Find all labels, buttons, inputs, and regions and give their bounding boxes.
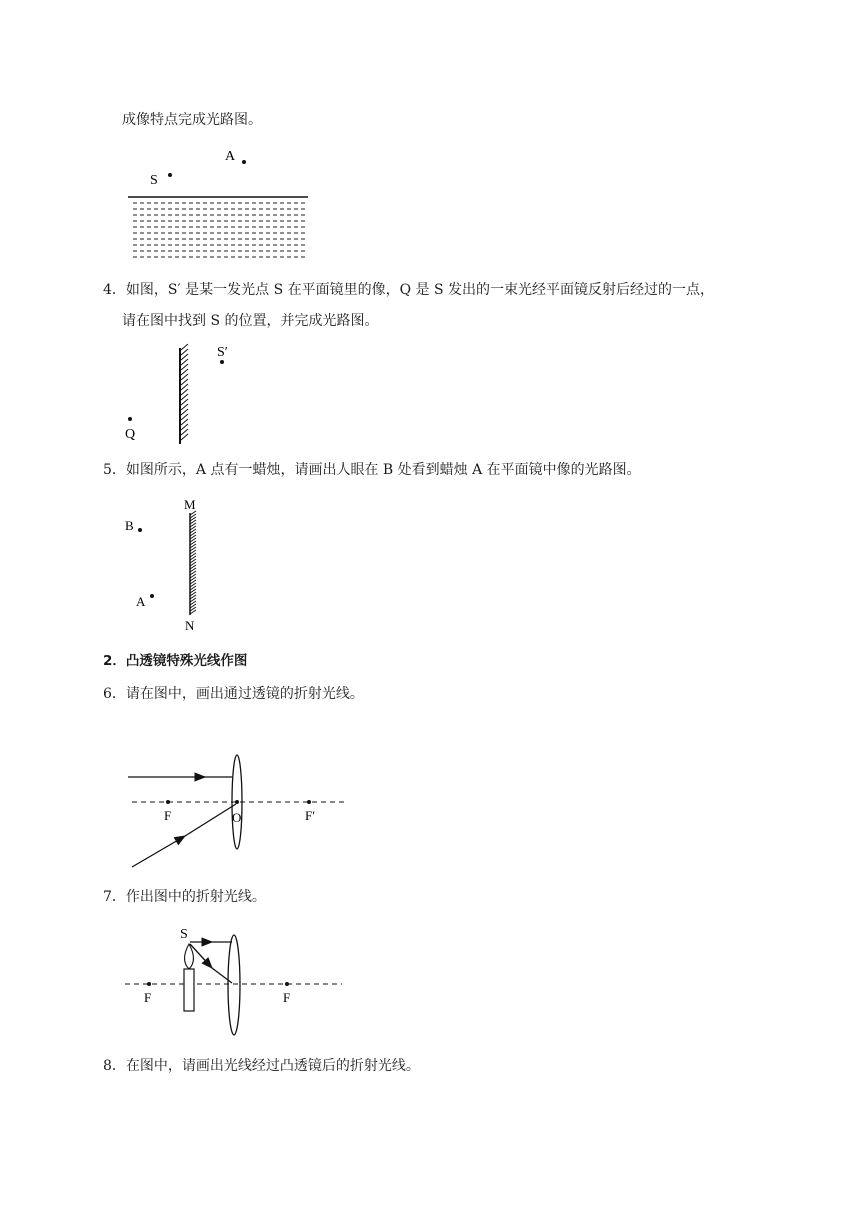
fig6-oblique-ray-arrow bbox=[132, 836, 185, 867]
fig4-hatch-stroke bbox=[181, 404, 188, 410]
fig5-label-b: B bbox=[125, 518, 134, 533]
figure-6-convex-lens bbox=[120, 750, 360, 875]
fig4-hatch-stroke bbox=[181, 349, 188, 355]
fig4-hatch-stroke bbox=[181, 409, 188, 415]
fig4-label-q: Q bbox=[125, 427, 136, 442]
fig7-focus-right-point bbox=[285, 982, 289, 986]
question-7-text: 7．作出图中的折射光线。 bbox=[103, 889, 266, 905]
fig3-water-hatching bbox=[133, 203, 305, 257]
fig3-label-a: A bbox=[225, 149, 236, 164]
fig6-focus-left-point bbox=[166, 800, 170, 804]
fig4-hatch-stroke bbox=[181, 399, 188, 405]
fig7-focus-left-point bbox=[147, 982, 151, 986]
fig7-candle-flame bbox=[184, 944, 193, 969]
fig4-label-s-prime: S′ bbox=[217, 345, 228, 360]
question-4-line-2: 请在图中找到 S 的位置，并完成光路图。 bbox=[122, 313, 379, 329]
fig6-label-f-right: F′ bbox=[305, 808, 316, 823]
fig4-hatch-stroke bbox=[181, 384, 188, 390]
fig4-mirror-hatching bbox=[181, 344, 188, 440]
fig5-label-a: A bbox=[136, 594, 146, 609]
fig6-oblique-ray bbox=[185, 804, 236, 836]
fig7-lens bbox=[228, 935, 240, 1035]
fig4-hatch-stroke bbox=[181, 354, 188, 360]
fig3-label-s: S bbox=[150, 173, 158, 188]
fig3-point-s bbox=[168, 173, 172, 177]
fig4-hatch-stroke bbox=[181, 394, 188, 400]
fig4-hatch-stroke bbox=[181, 419, 188, 425]
fig4-point-q bbox=[128, 417, 132, 421]
fig4-point-s-prime bbox=[220, 360, 224, 364]
figure-4-mirror bbox=[120, 340, 240, 450]
fig5-label-m: M bbox=[184, 497, 196, 512]
figure-5-mirror-mn bbox=[120, 495, 220, 635]
question-4-line-1: 4．如图，S′ 是某一发光点 S 在平面镜里的像，Q 是 S 发出的一束光经平面镜反射后经过的一点， bbox=[103, 282, 715, 298]
figure-3-water-surface bbox=[125, 140, 315, 265]
fig4-hatch-stroke bbox=[181, 434, 188, 440]
fig4-hatch-stroke bbox=[181, 414, 188, 420]
intro-tail-text: 成像特点完成光路图。 bbox=[122, 112, 262, 128]
fig6-label-o: O bbox=[232, 810, 242, 825]
fig4-hatch-stroke bbox=[181, 359, 188, 365]
figure-7-candle-lens bbox=[120, 922, 350, 1042]
question-8-text: 8．在图中，请画出光线经过凸透镜后的折射光线。 bbox=[103, 1058, 420, 1074]
fig4-hatch-stroke bbox=[181, 424, 188, 430]
section-2-heading: 2．凸透镜特殊光线作图 bbox=[103, 653, 248, 669]
fig7-label-f-left: F bbox=[144, 990, 152, 1005]
fig3-point-a bbox=[242, 160, 246, 164]
fig6-focus-right-point bbox=[307, 800, 311, 804]
fig4-hatch-stroke bbox=[181, 374, 188, 380]
fig6-label-f-left: F bbox=[164, 808, 172, 823]
fig5-point-a bbox=[150, 594, 154, 598]
fig4-hatch-stroke bbox=[181, 364, 188, 370]
question-6-text: 6．请在图中，画出通过透镜的折射光线。 bbox=[103, 686, 364, 702]
fig4-hatch-stroke bbox=[181, 379, 188, 385]
fig7-oblique-ray bbox=[212, 968, 232, 983]
fig4-hatch-stroke bbox=[181, 389, 188, 395]
fig5-label-n: N bbox=[185, 618, 195, 633]
fig4-hatch-stroke bbox=[181, 429, 188, 435]
fig4-hatch-stroke bbox=[181, 369, 188, 375]
fig7-label-s: S bbox=[180, 927, 188, 942]
fig7-label-f-right: F bbox=[283, 990, 291, 1005]
fig4-hatch-stroke bbox=[181, 344, 188, 350]
fig5-mirror-hatching bbox=[190, 511, 196, 614]
question-5-text: 5．如图所示，A 点有一蜡烛，请画出人眼在 B 处看到蜡烛 A 在平面镜中像的光路图。 bbox=[103, 462, 641, 478]
fig7-candle-body bbox=[184, 969, 194, 1011]
fig5-point-b bbox=[138, 528, 142, 532]
fig6-optical-center-point bbox=[235, 800, 239, 804]
